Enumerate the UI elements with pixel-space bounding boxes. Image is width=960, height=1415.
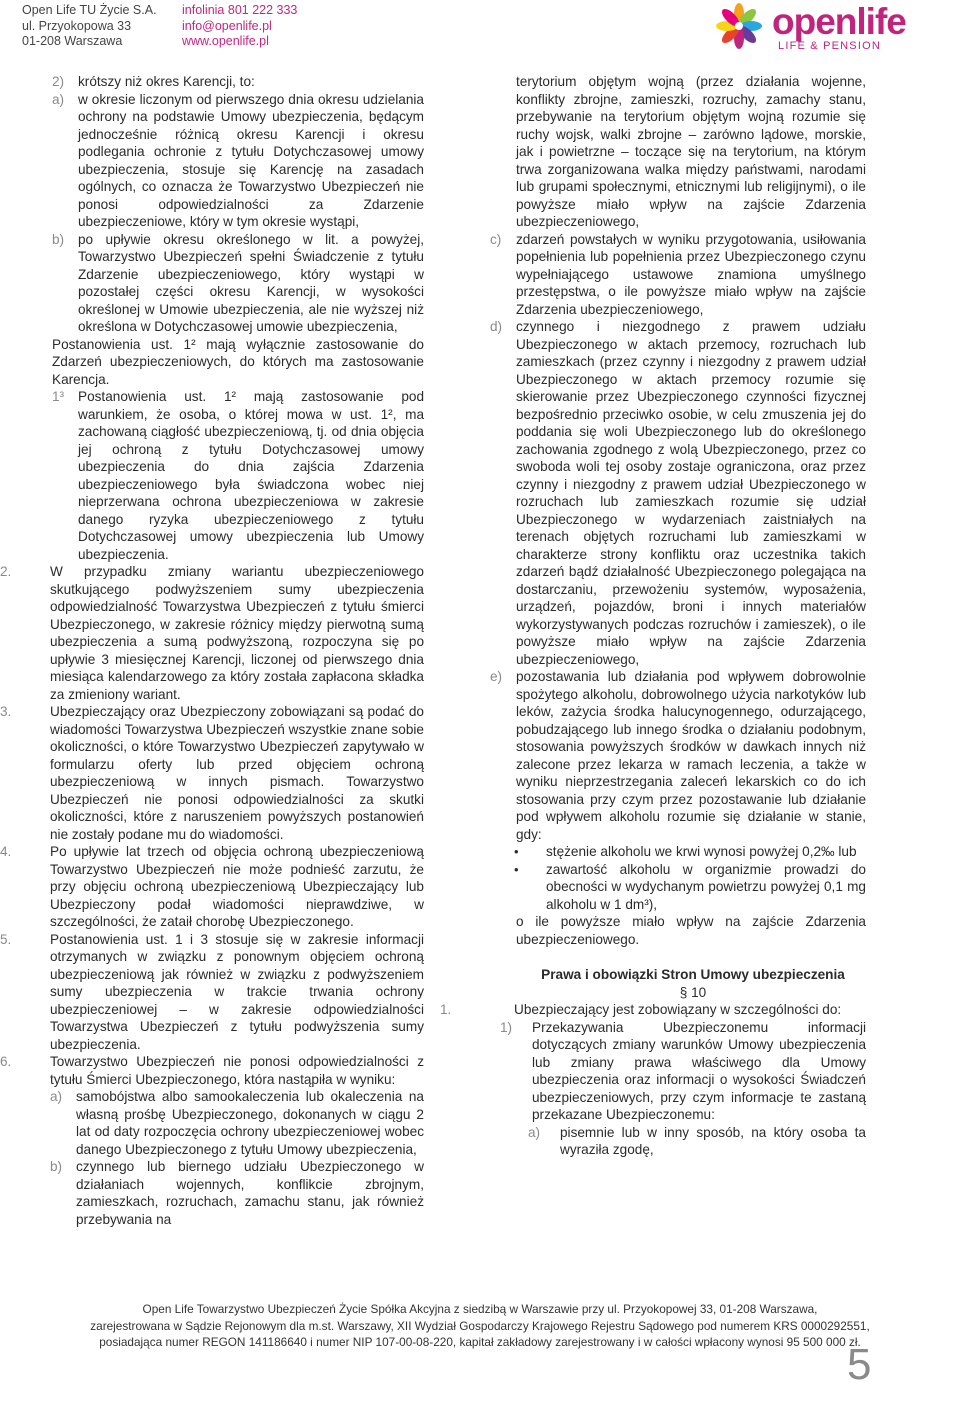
- list-marker: 5.: [0, 931, 12, 947]
- right-column-items: [480, 73, 866, 948]
- list-text: Ubezpieczający jest zobowiązany w szczególności do:: [514, 1002, 842, 1017]
- list-text: czynnego lub biernego udziału Ubezpieczonego w działaniach wojennych, konflikcie zbrojnym, zamieszkach, rozruchach, zamachu stanu, jak również przebywania na: [76, 1159, 424, 1227]
- footer-line: Open Life Towarzystwo Ubezpieczeń Życie Spółka Akcyjna z siedzibą w Warszawie przy ul. Przyokopowej 33, 01-208 Warszawa,: [142, 1302, 818, 1316]
- list-text: pozostawania lub działania pod wpływem dobrowolnie spożytego alkoholu, dobrowolnego użycia narkotyków lub leków, zażycia środka halucynogennego, odurzającego, pobudzającego lub innego środka o działaniu podobnym, stosowania powyższych środków w dawkach innych niż zalecone przez lekarza w ramach leczenia, a także w wyniku nieprzestrzegania zaleceń lekarskich co do ich stosowania przy czym przez pozostawanie lub działanie pod wpływem alkoholu rozumie się działanie w stanie, gdy:: [516, 669, 866, 842]
- logo-subtitle: LIFE & PENSION: [778, 40, 881, 52]
- list-item: [480, 1019, 866, 1124]
- list-marker: d): [490, 319, 503, 334]
- list-marker: 1): [500, 1019, 513, 1035]
- list-text: o ile powyższe miało wpływ na zajście Zdarzenia ubezpieczeniowego.: [516, 914, 866, 947]
- list-text: Towarzystwo Ubezpieczeń nie ponosi odpowiedzialności z tytułu Śmierci Ubezpieczonego, która nastąpiła w wyniku:: [50, 1054, 424, 1087]
- bullet-item: [480, 861, 866, 914]
- list-item: [0, 931, 424, 1054]
- list-item: [480, 913, 866, 948]
- list-marker: a): [52, 91, 65, 107]
- page-number: 5: [847, 1340, 872, 1389]
- list-marker: 2): [52, 74, 65, 89]
- company-name: Open Life TU Życie S.A.: [22, 3, 157, 17]
- company-street: ul. Przyokopowa 33: [22, 18, 132, 33]
- list-marker: a): [528, 1124, 541, 1140]
- list-item: [22, 1158, 424, 1228]
- left-column: [0, 73, 424, 1228]
- section-heading: Prawa i obowiązki Stron Umowy ubezpieczenia: [541, 967, 845, 982]
- list-text: Postanowienia ust. 1² mają wyłącznie zastosowanie do Zdarzeń ubezpieczeniowych, do których ma zastosowanie Karencja.: [52, 336, 424, 387]
- list-text: Ubezpieczający oraz Ubezpieczony zobowiązani są podać do wiadomości Towarzystwa Ubezpieczeń wszystkie znane sobie okoliczności, o które Towarzystwo Ubezpieczeń zapytywało w formularzu oferty lub przed objęciem ochroną ubezpieczeniową w innych pismach. Towarzystwo Ubezpieczeń nie ponosi odpowiedzialności za skutki okoliczności, które z naruszeniem powyższych postanowień nie zostały podane mu do wiadomości.: [50, 704, 424, 842]
- list-text: Po upływie lat trzech od objęcia ochroną ubezpieczeniową Towarzystwo Ubezpieczeń nie może podnieść zarzutu, że przy objęciu ochroną ubezpieczeniową Ubezpieczający lub Ubezpieczony podał wiadomości nieprawdziwe, w szczególności, że zataił chorobę Ubezpieczonego.: [50, 844, 424, 929]
- company-city: 01-208 Warszawa: [22, 34, 123, 48]
- list-item: [480, 1124, 866, 1159]
- list-item: [0, 563, 424, 703]
- paragraph-number: § 10: [679, 984, 707, 1000]
- list-item: [0, 1053, 424, 1088]
- list-item: [22, 91, 424, 231]
- list-marker: a): [50, 1089, 63, 1104]
- list-marker: 2.: [0, 564, 12, 579]
- list-text: Postanowienia ust. 1 i 3 stosuje się w zakresie informacji otrzymanych w związku z ponownym objęciem ochroną ubezpieczeniową jak również w związku z podwyższeniem sumy ubezpieczenia w trakcie trwania ochrony ubezpieczeniowej – w zakresie odpowiedzialności Towarzystwa Ubezpieczeń z tytułu podwyższenia sumy ubezpieczenia.: [50, 931, 424, 1052]
- list-text: stężenie alkoholu we krwi wynosi powyżej 0,2‰ lub: [546, 844, 857, 859]
- email[interactable]: info@openlife.pl: [182, 18, 272, 33]
- list-marker: •: [514, 844, 519, 859]
- list-item: [22, 231, 424, 336]
- list-text: czynnego i niezgodnego z prawem udziału Ubezpieczonego w aktach przemocy, rozruchach lub zamieszkach (przez czynny i niezgodny z prawem udział Ubezpieczonego w aktach przemocy rozumie się skierowanie przez Ubezpieczonego czynności fizycznej bezpośrednio przeciwko osobie, w celu zmuszenia jej do poddania się woli Ubezpieczonego lub do określonego zachowania zgodnego z wolą Ubezpieczonego, przez co swoboda woli tej osoby zostaje ograniczona, oraz przez czynny i niezgodny z prawem udział Ubezpieczonego w rozruchach lub zamieszkach rozumie się udział Ubezpieczonego w wydarzeniach zaistniałych na terenach objętych rozruchami lub zamieszkami w charakterze strony konfliktu oraz uczestnika takich zdarzeń bądź działalność Ubezpieczonego polegająca na dostarczaniu, przewożeniu systemów, wyposażenia, urządzeń, pojazdów, broni i innych materiałów wykorzystywanych podczas rozruchów i zamieszek), o ile powyższe miało wpływ na zajście Zdarzenia ubezpieczeniowego,: [516, 319, 866, 667]
- list-marker: 1³: [52, 389, 65, 404]
- list-marker: b): [52, 231, 65, 247]
- list-item: [22, 1088, 424, 1158]
- right-column: [440, 73, 866, 1159]
- list-item: [22, 388, 424, 563]
- right-column-items-after: [440, 1001, 866, 1159]
- list-text: zawartość alkoholu w organizmie prowadzi do obecności w wydychanym powietrzu powyżej 0,1 mg alkoholu w 1 dm³),: [546, 861, 866, 912]
- list-marker: e): [490, 669, 503, 684]
- footer: [0, 1301, 960, 1351]
- list-text: po upływie okresu określonego w lit. a powyżej, Towarzystwo Ubezpieczeń spełni Świadczenie z tytułu Zdarzenie ubezpieczeniowego, który wystąpi w pozostałej części okresu Karencji, w wysokości określonej w Umowie ubezpieczenia, ale nie wyższej niż określona w Dotychczasowej umowie ubezpieczenia,: [78, 231, 424, 334]
- list-item: [0, 843, 424, 931]
- list-item: [480, 318, 866, 668]
- logo-wordmark: openlife: [772, 1, 906, 42]
- list-text: Postanowienia ust. 1² mają zastosowanie pod warunkiem, że osoba, o której mowa w ust. 1², ma zachowaną ciągłość ubezpieczeniową, tj. od dnia objęcia jej ochroną z tytułu Dotychczasowej umowy ubezpieczenia do dnia zajścia Zdarzenia ubezpieczeniowego była świadczona wobec niej nieprzerwana ochrona ubezpieczeniowa w zakresie danego ryzyka ubezpieczeniowego z tytułu Dotychczasowej umowy ubezpieczenia lub Umowy ubezpieczenia.: [78, 389, 424, 562]
- footer-line: posiadająca numer REGON 141186640 i numer NIP 107-00-08-220, kapitał zakładowy zarejestrowany i w całości wpłacony wynosi 95 500 000 zł.: [99, 1335, 861, 1349]
- list-marker: •: [514, 861, 519, 877]
- contact-info: [182, 3, 297, 50]
- company-address: [22, 3, 157, 50]
- list-marker: 1.: [440, 1002, 452, 1017]
- list-text: pisemnie lub w inny sposób, na który osoba ta wyraziła zgodę,: [560, 1124, 866, 1157]
- list-text: Przekazywania Ubezpieczonemu informacji dotyczących zmiany warunków Umowy ubezpieczenia lub zmiany prawa właściwego dla Umowy ubezpieczenia oraz informacji o wysokości Świadczeń ubezpieczeniowych, przy czym informacje te zastaną przekazane Ubezpieczonemu:: [532, 1019, 866, 1122]
- footer-line: zarejestrowana w Sądzie Rejonowym dla m.st. Warszawy, XII Wydział Gospodarczy Krajowego Rejestru Sądowego pod numerem KRS 0000292551,: [90, 1318, 870, 1333]
- list-text: W przypadku zmiany wariantu ubezpieczeniowego skutkującego podwyższeniem sumy ubezpieczenia odpowiedzialność Towarzystwa Ubezpieczeń z tytułu śmierci Ubezpieczonego, w zakresie różnicy między pierwotną sumą ubezpieczenia a sumą podwyższoną, rozpoczyna się po upływie 3 miesięcznej Karencji, liczonej od pierwszego dnia miesiąca kalendarzowego za który została zapłacona składka za zmieniony wariant.: [50, 564, 424, 702]
- list-marker: 4.: [0, 844, 12, 859]
- list-item: [480, 231, 866, 319]
- list-marker: 6.: [0, 1054, 12, 1069]
- list-item: [480, 668, 866, 843]
- list-item: [22, 73, 424, 91]
- list-marker: 3.: [0, 704, 12, 719]
- bullet-item: [480, 843, 866, 861]
- list-marker: b): [50, 1159, 63, 1174]
- list-item: [0, 703, 424, 843]
- list-text: w okresie liczonym od pierwszego dnia okresu udzielania ochrony na podstawie Umowy ubezpieczenia, będącym jednocześnie różnicą okresu Karencji i okresu podlegania ochronie z tytułu Dotychczasowej umowy ubezpieczenia, stosuje się Karencję na zasadach ogólnych, co oznacza że Towarzystwo Ubezpieczeń nie ponosi odpowiedzialności za Zdarzenie ubezpieczeniowe, który w tym okresie wystąpi,: [78, 91, 424, 229]
- list-text: samobójstwa albo samookaleczenia lub okaleczenia na własną prośbę Ubezpieczonego, dokonanych w ciągu 2 lat od daty rozpoczęcia ochrony ubezpieczeniowej wobec danego Ubezpieczonego z tytułu Umowy ubezpieczenia,: [76, 1089, 424, 1157]
- list-marker: c): [490, 231, 502, 247]
- list-item: [480, 73, 866, 231]
- list-item: [440, 1001, 866, 1019]
- list-item: [22, 336, 424, 389]
- list-text: krótszy niż okres Karencji, to:: [78, 74, 255, 89]
- list-text: terytorium objętym wojną (przez działania wojenne, konflikty zbrojne, zamieszki, rozruchy, zamachy stanu, przebywanie na terytorium objętym wojną rozumie się ruchy wojsk, walki zbrojne – zarówno lądowe, morskie, jak i powietrzne – toczące się na terytorium, na którym trwa zorganizowana walka między państwami, narodami lub grupami społecznymi, etnicznymi lub religijnymi), o ile powyższe miało wpływ na zajście Zdarzenia ubezpieczeniowego,: [516, 74, 866, 229]
- hotline: infolinia 801 222 333: [182, 3, 298, 17]
- website[interactable]: www.openlife.pl: [182, 34, 269, 48]
- list-text: zdarzeń powstałych w wyniku przygotowania, usiłowania popełnienia lub popełnienia przez Ubezpieczonego czynu wypełniającego ustawowe znamiona umyślnego przestępstwa, o ile powyższe miało wpływ na zajście Zdarzenia ubezpieczeniowego,: [516, 231, 866, 317]
